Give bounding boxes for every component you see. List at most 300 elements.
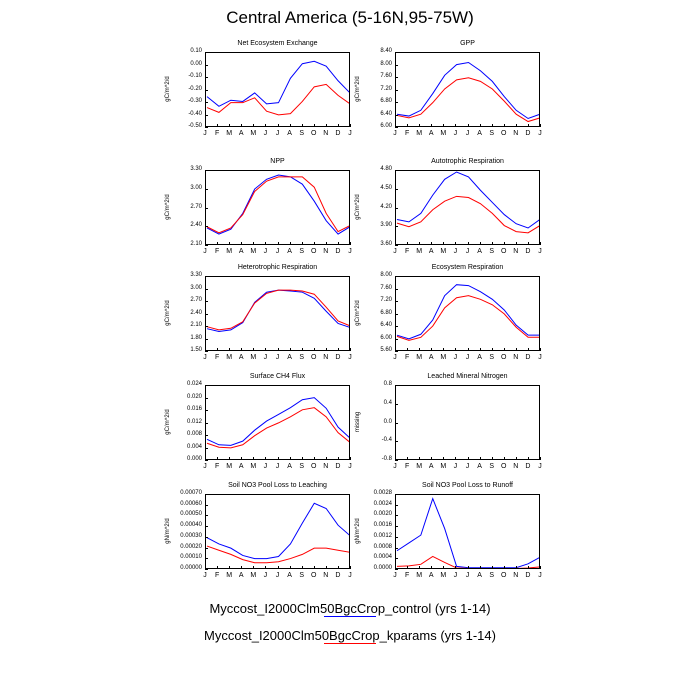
x-tick-label: S — [489, 572, 494, 579]
series-line-control — [207, 61, 350, 106]
y-tick-mark — [395, 208, 398, 209]
y-axis-label-soil-no3-pool-loss-to-leaching: gN/m^2/d — [165, 517, 171, 544]
x-tick-mark — [419, 348, 420, 351]
x-tick-label: O — [501, 572, 507, 579]
x-tick-label: J — [348, 130, 352, 137]
x-tick-mark — [241, 124, 242, 127]
y-tick-label: 8.00 — [380, 60, 392, 67]
x-tick-label: M — [226, 463, 233, 470]
curves-ecosystem-respiration — [396, 277, 540, 351]
y-tick-mark — [205, 245, 208, 246]
x-tick-mark — [326, 242, 327, 245]
x-tick-label: J — [465, 354, 470, 361]
x-tick-label: S — [489, 354, 494, 361]
x-tick-label: D — [525, 463, 531, 470]
y-tick-label: 0.00 — [190, 60, 202, 67]
x-tick-mark — [480, 124, 481, 127]
chart-panel-surface-ch4-flux — [160, 373, 360, 480]
x-tick-label: O — [311, 572, 317, 579]
x-tick-label: N — [323, 130, 329, 137]
y-tick-label: 4.80 — [380, 166, 392, 172]
x-tick-mark — [290, 457, 291, 460]
y-tick-label: 0.00010 — [180, 554, 202, 561]
x-tick-label: M — [250, 354, 257, 361]
y-tick-mark — [205, 52, 208, 53]
x-tick-label: D — [525, 130, 531, 137]
x-tick-mark — [419, 242, 420, 245]
y-axis-label-surface-ch4-flux: gC/m^2/d — [165, 408, 171, 435]
x-tick-mark — [468, 457, 469, 460]
x-tick-label: F — [404, 248, 410, 255]
y-tick-mark — [395, 127, 398, 128]
x-tick-label: D — [335, 130, 341, 137]
y-tick-label: 0.00050 — [180, 511, 202, 518]
x-tick-label: J — [465, 463, 470, 470]
y-tick-mark — [205, 289, 208, 290]
y-tick-mark — [205, 65, 208, 66]
chart-title-nee: Net Ecosystem Exchange — [237, 40, 318, 47]
plot-area-ecosystem-respiration — [395, 276, 540, 351]
y-tick-mark — [395, 226, 398, 227]
y-tick-label: 0.000 — [186, 456, 202, 462]
x-tick-label: J — [453, 354, 458, 361]
x-tick-label: F — [404, 463, 410, 470]
y-tick-mark — [205, 351, 208, 352]
x-tick-mark — [302, 242, 303, 245]
y-tick-label: 0.0012 — [373, 532, 392, 539]
x-tick-mark — [528, 124, 529, 127]
y-tick-mark — [395, 558, 398, 559]
x-tick-label: D — [335, 572, 341, 579]
x-tick-label: J — [275, 572, 280, 579]
y-tick-label: 7.60 — [380, 284, 392, 291]
y-tick-mark — [205, 558, 208, 559]
x-tick-mark — [217, 124, 218, 127]
x-tick-label: N — [323, 463, 329, 470]
y-axis-label-gpp: gC/m^2/d — [355, 75, 361, 102]
y-tick-label: 0.0004 — [373, 554, 392, 561]
x-tick-mark — [217, 242, 218, 245]
x-tick-label: A — [287, 248, 292, 255]
x-tick-mark — [443, 348, 444, 351]
x-tick-label: A — [238, 130, 244, 137]
x-tick-label: S — [299, 130, 304, 137]
x-tick-label: F — [404, 130, 410, 137]
x-tick-mark — [253, 566, 254, 569]
y-tick-label: 5.60 — [380, 347, 392, 353]
x-tick-mark — [492, 566, 493, 569]
y-tick-label: 8.00 — [380, 272, 392, 278]
chart-panel-autotrophic-respiration — [350, 158, 550, 265]
x-tick-mark — [278, 457, 279, 460]
x-tick-mark — [504, 566, 505, 569]
y-tick-label: 3.00 — [190, 284, 202, 291]
y-tick-label: 6.40 — [380, 110, 392, 117]
chart-title-autotrophic-respiration: Autotrophic Respiration — [431, 158, 504, 165]
y-tick-label: 2.10 — [190, 322, 202, 328]
x-tick-label: J — [203, 572, 207, 579]
y-tick-mark — [205, 127, 208, 128]
y-tick-mark — [395, 189, 398, 190]
y-tick-label: 2.10 — [190, 241, 202, 247]
y-tick-label: 6.00 — [380, 123, 392, 129]
series-line-kparams — [397, 296, 540, 341]
y-tick-label: 0.024 — [186, 381, 202, 387]
x-tick-mark — [504, 457, 505, 460]
x-tick-label: N — [513, 130, 519, 137]
y-tick-mark — [395, 351, 398, 352]
x-tick-mark — [407, 348, 408, 351]
x-tick-mark — [540, 457, 541, 460]
y-tick-mark — [205, 526, 208, 527]
series-line-kparams — [207, 546, 350, 563]
x-tick-mark — [314, 457, 315, 460]
y-tick-label: 0.00040 — [180, 522, 202, 529]
chart-panel-ecosystem-respiration — [350, 264, 550, 371]
x-tick-label: J — [348, 572, 352, 579]
x-tick-label: O — [311, 354, 317, 361]
x-tick-mark — [395, 242, 396, 245]
x-tick-mark — [455, 566, 456, 569]
x-tick-mark — [395, 124, 396, 127]
curves-npp — [206, 171, 350, 245]
x-tick-label: J — [275, 248, 280, 255]
x-tick-mark — [492, 348, 493, 351]
chart-title-soil-no3-pool-loss-to-leaching: Soil NO3 Pool Loss to Leaching — [228, 482, 327, 489]
y-tick-label: 0.020 — [186, 393, 202, 400]
y-tick-mark — [395, 314, 398, 315]
legend-entry-0 — [0, 595, 700, 622]
x-tick-label: D — [335, 354, 341, 361]
y-tick-label: 0.012 — [186, 418, 202, 425]
y-tick-mark — [395, 526, 398, 527]
x-tick-mark — [217, 566, 218, 569]
y-tick-mark — [205, 515, 208, 516]
x-tick-mark — [419, 457, 420, 460]
y-tick-label: 0.00030 — [180, 532, 202, 539]
plot-area-surface-ch4-flux — [205, 385, 350, 460]
x-tick-label: J — [263, 248, 268, 255]
page-title: Central America (5-16N,95-75W) — [226, 8, 474, 27]
x-tick-label: J — [393, 248, 397, 255]
x-tick-mark — [229, 348, 230, 351]
x-tick-mark — [326, 348, 327, 351]
series-line-kparams — [397, 78, 540, 122]
x-tick-label: M — [250, 572, 257, 579]
x-tick-mark — [504, 348, 505, 351]
y-tick-mark — [395, 276, 398, 277]
x-tick-label: J — [538, 463, 542, 470]
y-tick-mark — [205, 102, 208, 103]
y-tick-mark — [205, 226, 208, 227]
x-tick-mark — [407, 242, 408, 245]
y-tick-mark — [205, 410, 208, 411]
x-tick-label: J — [275, 354, 280, 361]
x-tick-mark — [205, 457, 206, 460]
x-tick-label: J — [393, 463, 397, 470]
y-tick-label: -0.50 — [188, 123, 202, 129]
x-tick-label: D — [525, 248, 531, 255]
x-tick-mark — [290, 348, 291, 351]
legend-label: Myccost_I2000Clm50BgcCrop_control (yrs 1-14) — [209, 601, 491, 616]
x-tick-mark — [265, 124, 266, 127]
x-tick-mark — [419, 566, 420, 569]
x-tick-label: M — [226, 248, 233, 255]
y-axis-label-autotrophic-respiration: gC/m^2/d — [355, 193, 361, 220]
x-tick-label: O — [501, 130, 507, 137]
y-tick-label: 0.0008 — [373, 543, 392, 550]
x-tick-mark — [540, 242, 541, 245]
y-tick-label: 2.70 — [190, 203, 202, 210]
x-tick-mark — [455, 457, 456, 460]
y-tick-mark — [205, 301, 208, 302]
y-tick-mark — [395, 569, 398, 570]
x-tick-mark — [540, 348, 541, 351]
x-tick-mark — [431, 457, 432, 460]
x-tick-label: O — [311, 130, 317, 137]
y-tick-mark — [205, 77, 208, 78]
x-tick-label: A — [428, 354, 434, 361]
x-tick-label: S — [489, 130, 494, 137]
x-tick-label: M — [226, 354, 233, 361]
x-tick-label: A — [238, 463, 244, 470]
x-tick-mark — [431, 124, 432, 127]
x-tick-mark — [253, 242, 254, 245]
x-tick-mark — [241, 566, 242, 569]
x-tick-mark — [265, 457, 266, 460]
x-tick-mark — [492, 457, 493, 460]
series-line-kparams — [207, 290, 350, 330]
y-tick-label: 1.50 — [190, 347, 202, 353]
x-tick-label: J — [203, 130, 207, 137]
x-tick-mark — [528, 242, 529, 245]
plot-area-nee — [205, 52, 350, 127]
x-tick-label: J — [538, 572, 542, 579]
x-tick-mark — [302, 124, 303, 127]
x-tick-mark — [455, 124, 456, 127]
y-tick-mark — [395, 494, 398, 495]
y-tick-mark — [395, 548, 398, 549]
y-axis-label-npp: gC/m^2/d — [165, 193, 171, 220]
chart-panel-soil-no3-pool-loss-to-leaching — [160, 482, 360, 589]
x-tick-label: A — [428, 463, 434, 470]
curves-gpp — [396, 53, 540, 127]
y-tick-label: 0.0024 — [373, 500, 392, 507]
y-tick-mark — [205, 90, 208, 91]
y-tick-mark — [395, 77, 398, 78]
x-tick-label: N — [513, 463, 519, 470]
x-tick-mark — [302, 348, 303, 351]
y-tick-label: 4.20 — [380, 203, 392, 210]
y-tick-label: -0.20 — [188, 85, 202, 92]
x-tick-label: M — [416, 248, 423, 255]
x-tick-mark — [504, 124, 505, 127]
x-tick-mark — [265, 566, 266, 569]
y-tick-mark — [395, 441, 398, 442]
x-tick-mark — [229, 242, 230, 245]
x-tick-label: N — [513, 572, 519, 579]
x-tick-mark — [217, 457, 218, 460]
y-tick-label: 0.0 — [383, 418, 392, 425]
curves-surface-ch4-flux — [206, 386, 350, 460]
x-tick-mark — [431, 566, 432, 569]
x-tick-label: M — [250, 248, 257, 255]
x-tick-label: J — [453, 248, 458, 255]
x-tick-mark — [290, 566, 291, 569]
x-tick-label: O — [311, 248, 317, 255]
x-tick-mark — [205, 348, 206, 351]
x-tick-label: O — [501, 463, 507, 470]
x-tick-mark — [278, 348, 279, 351]
x-tick-label: J — [453, 130, 458, 137]
x-tick-mark — [338, 457, 339, 460]
x-tick-mark — [229, 566, 230, 569]
chart-title-leached-mineral-nitrogen: Leached Mineral Nitrogen — [427, 373, 508, 380]
x-tick-mark — [229, 124, 230, 127]
y-tick-mark — [205, 460, 208, 461]
y-tick-mark — [395, 301, 398, 302]
x-tick-mark — [217, 348, 218, 351]
y-tick-mark — [395, 404, 398, 405]
x-tick-mark — [443, 457, 444, 460]
chart-panel-nee — [160, 40, 360, 147]
y-tick-mark — [395, 423, 398, 424]
y-tick-mark — [395, 339, 398, 340]
y-tick-mark — [205, 423, 208, 424]
y-tick-label: 6.00 — [380, 334, 392, 341]
y-tick-mark — [395, 170, 398, 171]
y-tick-label: 3.30 — [190, 272, 202, 278]
x-tick-mark — [290, 124, 291, 127]
x-tick-label: S — [299, 463, 304, 470]
y-tick-label: 0.8 — [383, 381, 392, 387]
x-tick-mark — [528, 348, 529, 351]
x-tick-label: J — [203, 354, 207, 361]
chart-title-npp: NPP — [270, 158, 285, 165]
y-tick-label: 0.008 — [186, 431, 202, 437]
series-line-control — [207, 503, 350, 558]
x-tick-mark — [253, 124, 254, 127]
x-tick-mark — [241, 457, 242, 460]
y-axis-label-nee: gC/m^2/d — [165, 75, 171, 102]
x-tick-label: N — [323, 248, 329, 255]
x-tick-mark — [516, 348, 517, 351]
x-tick-label: A — [238, 248, 244, 255]
x-tick-label: J — [263, 354, 268, 361]
y-tick-label: 2.40 — [190, 309, 202, 316]
x-tick-label: D — [335, 463, 341, 470]
x-tick-label: F — [214, 354, 220, 361]
y-tick-label: 0.00020 — [180, 543, 202, 550]
curves-autotrophic-respiration — [396, 171, 540, 245]
chart-panel-gpp — [350, 40, 550, 147]
y-tick-label: 7.20 — [380, 297, 392, 303]
x-tick-mark — [540, 566, 541, 569]
x-tick-mark — [290, 242, 291, 245]
y-tick-mark — [395, 537, 398, 538]
x-tick-label: F — [214, 572, 220, 579]
x-tick-label: A — [477, 248, 482, 255]
y-tick-mark — [395, 460, 398, 461]
x-tick-label: J — [348, 463, 352, 470]
x-tick-label: S — [299, 248, 304, 255]
series-line-control — [397, 63, 540, 119]
x-tick-mark — [278, 566, 279, 569]
y-axis-label-soil-no3-pool-loss-to-runoff: gN/m^2/d — [355, 517, 361, 544]
x-tick-label: M — [250, 130, 257, 137]
x-tick-mark — [265, 348, 266, 351]
plot-area-soil-no3-pool-loss-to-leaching — [205, 494, 350, 569]
x-tick-mark — [241, 242, 242, 245]
chart-panel-heterotrophic-respiration — [160, 264, 360, 371]
x-tick-label: J — [453, 572, 458, 579]
x-tick-label: M — [416, 130, 423, 137]
y-tick-label: 0.10 — [190, 48, 202, 54]
x-tick-mark — [528, 457, 529, 460]
x-tick-label: J — [538, 354, 542, 361]
x-tick-mark — [314, 348, 315, 351]
y-tick-label: -0.10 — [188, 73, 202, 79]
y-tick-mark — [205, 569, 208, 570]
x-tick-label: D — [525, 572, 531, 579]
x-tick-mark — [516, 566, 517, 569]
x-tick-label: A — [428, 130, 434, 137]
x-tick-mark — [480, 457, 481, 460]
plot-area-heterotrophic-respiration — [205, 276, 350, 351]
x-tick-mark — [480, 242, 481, 245]
y-tick-label: 1.80 — [190, 334, 202, 341]
x-tick-label: S — [299, 572, 304, 579]
series-line-kparams — [207, 177, 350, 233]
x-tick-label: M — [226, 572, 233, 579]
chart-title-soil-no3-pool-loss-to-runoff: Soil NO3 Pool Loss to Runoff — [422, 482, 513, 489]
x-tick-mark — [302, 566, 303, 569]
chart-title-ecosystem-respiration: Ecosystem Respiration — [431, 264, 504, 271]
y-tick-label: 6.40 — [380, 322, 392, 328]
y-tick-label: 0.0016 — [373, 522, 392, 529]
plot-area-autotrophic-respiration — [395, 170, 540, 245]
x-tick-mark — [431, 348, 432, 351]
y-tick-mark — [205, 326, 208, 327]
y-tick-label: 3.90 — [380, 222, 392, 229]
x-tick-label: A — [238, 572, 244, 579]
x-tick-label: A — [287, 572, 292, 579]
x-tick-label: A — [477, 354, 482, 361]
chart-title-gpp: GPP — [460, 40, 475, 47]
y-tick-mark — [205, 276, 208, 277]
series-line-control — [207, 175, 350, 234]
x-tick-label: M — [440, 572, 447, 579]
x-tick-mark — [314, 124, 315, 127]
x-tick-label: J — [263, 572, 268, 579]
x-tick-mark — [205, 242, 206, 245]
plot-area-leached-mineral-nitrogen — [395, 385, 540, 460]
x-tick-mark — [229, 457, 230, 460]
y-tick-label: 7.60 — [380, 73, 392, 79]
series-line-kparams — [207, 84, 350, 114]
x-tick-label: J — [203, 248, 207, 255]
y-axis-label-heterotrophic-respiration: gC/m^2/d — [165, 299, 171, 326]
x-tick-mark — [516, 242, 517, 245]
y-tick-mark — [205, 435, 208, 436]
x-tick-label: A — [477, 463, 482, 470]
y-tick-mark — [395, 65, 398, 66]
x-tick-label: O — [311, 463, 317, 470]
chart-panel-soil-no3-pool-loss-to-runoff — [350, 482, 550, 589]
x-tick-label: M — [440, 354, 447, 361]
legend-color-line-0 — [324, 616, 376, 617]
x-tick-mark — [278, 242, 279, 245]
